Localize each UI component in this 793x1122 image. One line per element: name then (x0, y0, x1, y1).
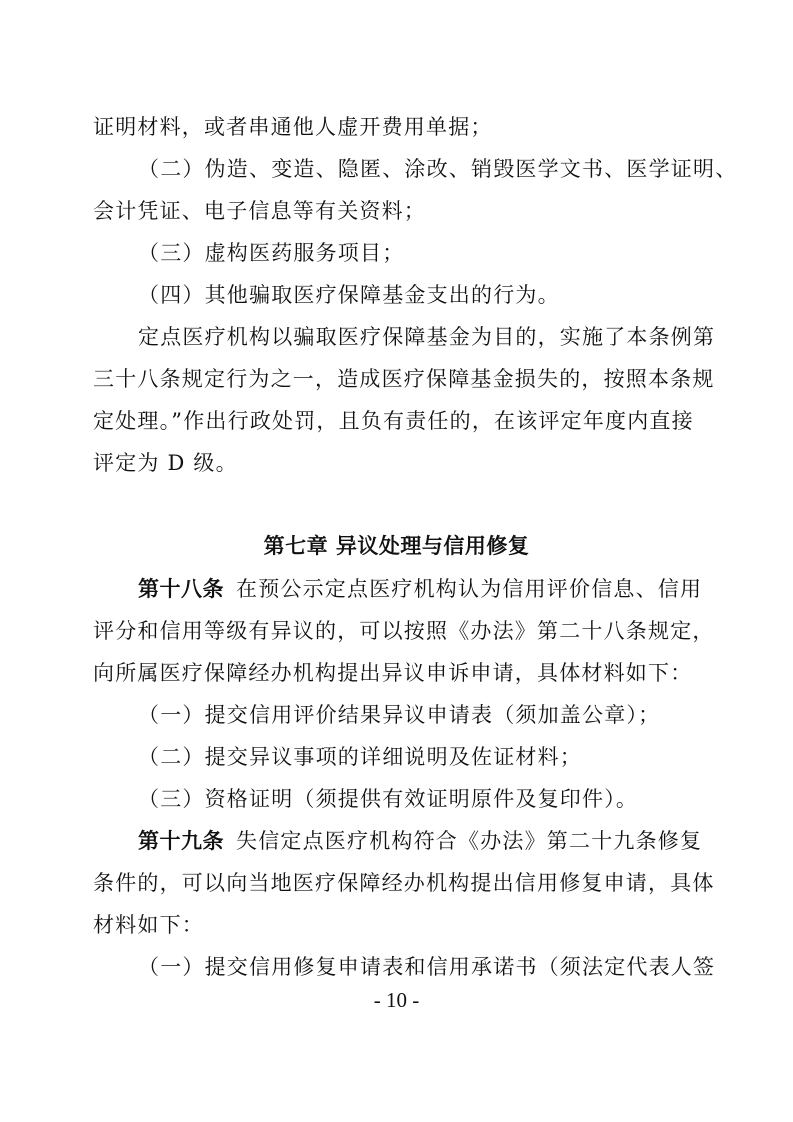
article-19-label: 第十九条 (138, 829, 224, 853)
paragraph-line: 评分和信用等级有异议的，可以按照《办法》第二十八条规定， (93, 619, 715, 643)
paragraph-line: 向所属医疗保障经办机构提出异议申诉申请，具体材料如下： (93, 661, 693, 685)
list-item: （三）资格证明（须提供有效证明原件及复印件）。 (138, 787, 639, 811)
list-item: （一）提交信用评价结果异议申请表（须加盖公章）； (138, 703, 661, 727)
article-18-first-line (138, 575, 702, 603)
paragraph-line: 材料如下： (93, 913, 204, 937)
page-number: - 10 - (373, 988, 420, 1012)
paragraph-line: 三十八条规定行为之一，造成医疗保障基金损失的，按照本条规 (93, 367, 715, 391)
paragraph-line: 条件的，可以向当地医疗保障经办机构提出信用修复申请，具体 (93, 871, 715, 895)
paragraph-line: 评定为 D 级。 (93, 451, 238, 475)
paragraph-line: 会计凭证、电子信息等有关资料； (93, 199, 426, 223)
list-item: （一）提交信用修复申请表和信用承诺书（须法定代表人签 (138, 955, 716, 979)
chapter-heading: 第七章 异议处理与信用修复 (263, 534, 530, 558)
list-item: （二）伪造、变造、隐匿、涂改、销毁医学文书、医学证明、 (138, 157, 738, 181)
list-item: （三）虚构医药服务项目； (138, 241, 405, 265)
list-item: （二）提交异议事项的详细说明及佐证材料； (138, 745, 582, 769)
paragraph-line: 证明材料，或者串通他人虚开费用单据； (93, 115, 493, 139)
paragraph-line: 定点医疗机构以骗取医疗保障基金为目的，实施了本条例第 (138, 325, 716, 349)
list-item: （四）其他骗取医疗保障基金支出的行为。 (138, 283, 560, 307)
article-19-first-line (138, 827, 702, 855)
article-18-label: 第十八条 (138, 577, 224, 601)
paragraph-line: 定处理。”作出行政处罚，且负有责任的，在该评定年度内直接 (93, 409, 694, 433)
article-19-text: 失信定点医疗机构符合《办法》第二十九条修复 (236, 829, 703, 853)
article-18-text: 在预公示定点医疗机构认为信用评价信息、信用 (236, 577, 703, 601)
